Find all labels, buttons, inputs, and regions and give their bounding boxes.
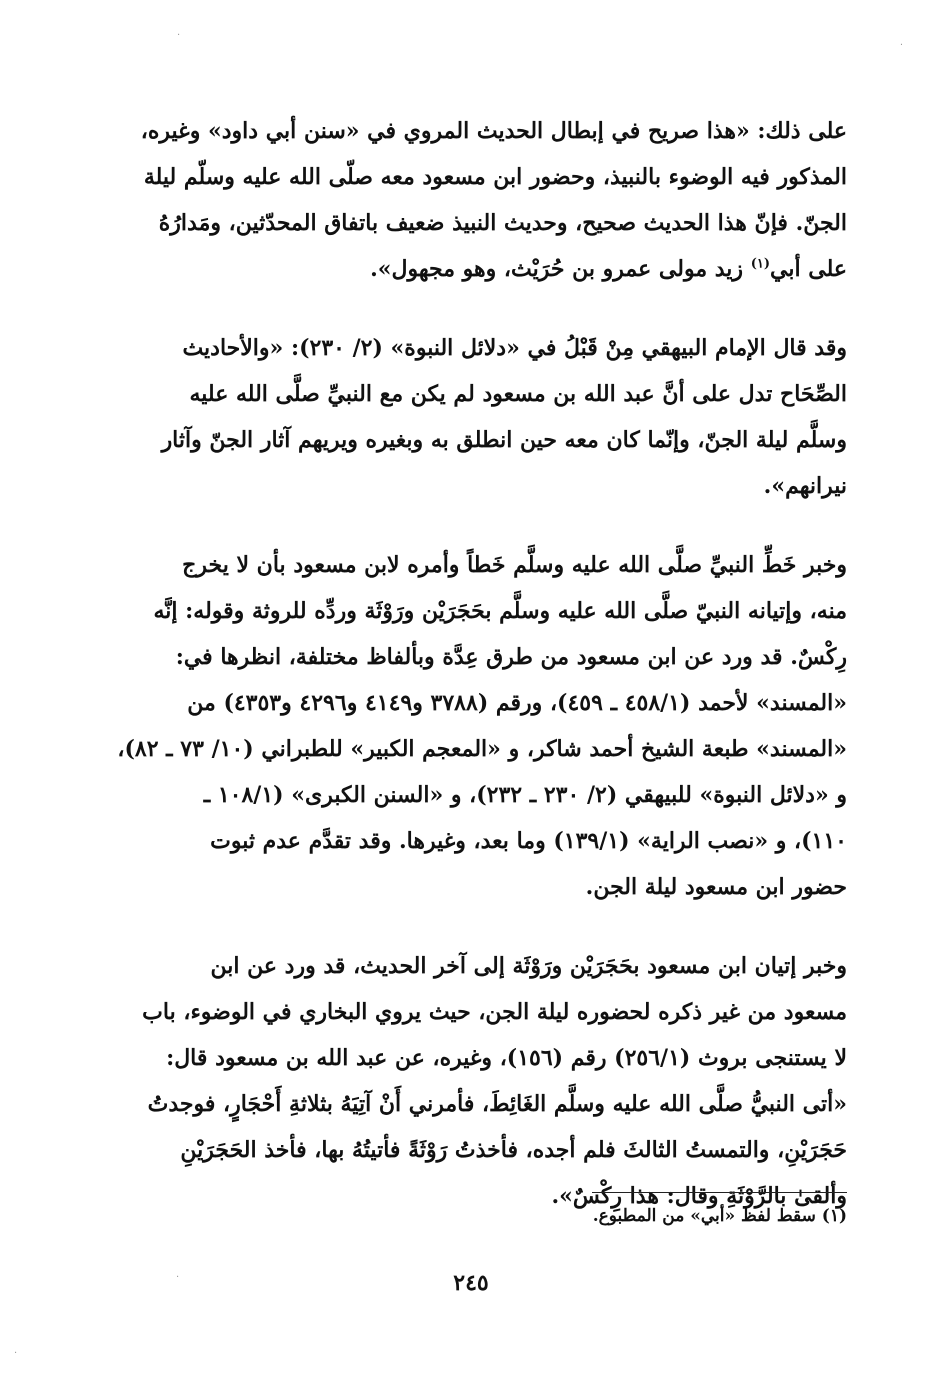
text-line: على ذلك: «هذا صريح في إبطال الحديث المروي في «سنن أبي داود» وغيره، [140, 118, 847, 144]
text-line: وخبر إتيان ابن مسعود بحَجَرَيْن ورَوْثَة إلى آخر الحديث، قد ورد عن ابن [210, 953, 847, 979]
text-line: منه، وإتيانه النبيّ صلَّى الله عليه وسلَّم بحَجَرَيْن ورَوْثَة وردِّه للروثة وقوله: إنَّه [153, 598, 847, 624]
text-line: حضور ابن مسعود ليلة الجن. [585, 874, 847, 900]
paragraph-3 [95, 542, 847, 910]
page-number: ٢٤٥ [453, 1270, 489, 1296]
text-line: الصِّحَاح تدل على أنَّ عبد الله بن مسعود لم يكن مع النبيِّ صلَّى الله عليه [189, 381, 847, 407]
footnote: (١) سقط لفظ «أبي» من المطبوع. [592, 1206, 847, 1226]
scan-mark: · [177, 30, 181, 41]
footnote-reference[interactable]: (١) [750, 256, 771, 272]
text-line: و «دلائل النبوة» للبيهقي (٢/ ٢٣٠ ـ ٢٣٢)، و «السنن الكبرى» (١٠٨/١ ـ [203, 782, 847, 808]
text-line: «أتى النبيُّ صلَّى الله عليه وسلَّم الغَائِطَ، فأمرني أَنْ آتِيَهُ بثلاثةِ أَحْجَارٍ، فوجدتُ [147, 1091, 847, 1117]
text-line: الجنّ. فإنّ هذا الحديث صحيح، وحديث النبيذ ضعيف باتفاق المحدّثين، ومَدارُهُ [158, 210, 847, 236]
text-line: ١١٠)، و «نصب الراية» (١٣٩/١) وما بعد، وغيرها. وقد تقدَّم عدم ثبوت [210, 828, 847, 854]
text-line: حَجَرَيْنِ، والتمستُ الثالثَ فلم أجده، فأخذتُ رَوْثَةً فأتيتُهُ بها، فأخذ الحَجَرَيْنِ [180, 1137, 847, 1163]
text-segment: زيد مولى عمرو بن حُرَيْث، وهو مجهول». [370, 256, 751, 282]
footnote-separator [592, 1192, 847, 1193]
text-line: وخبر خَطِّ النبيِّ صلَّى الله عليه وسلَّم خَطاً وأمره لابن مسعود بأن لا يخرج [182, 552, 847, 578]
paragraph-2 [95, 325, 847, 509]
text-line: لا يستنجى بروث (٢٥٦/١) رقم (١٥٦)، وغيره، عن عبد الله بن مسعود قال: [166, 1045, 847, 1071]
paragraph-1 [95, 108, 847, 292]
scan-mark: · [176, 1272, 180, 1283]
book-page [95, 108, 847, 1334]
text-line: وقد قال الإمام البيهقي مِنْ قَبْلُ في «دلائل النبوة» (٢/ ٢٣٠): «والأحاديث [182, 335, 847, 361]
text-line: «المسند» طبعة الشيخ أحمد شاكر، و «المعجم الكبير» للطبراني (١٠/ ٧٣ ـ ٨٢)، [117, 736, 847, 762]
text-line: مسعود من غير ذكره لحضوره ليلة الجن، حيث يروي البخاري في الوضوء، باب [142, 999, 847, 1025]
paragraph-4 [95, 943, 847, 1219]
text-line [95, 246, 847, 292]
text-line: «المسند» لأحمد (٤٥٨/١ ـ ٤٥٩)، ورقم (٣٧٨٨ و٤١٤٩ و٤٢٩٦ و٤٣٥٣) من [187, 690, 847, 716]
scan-mark: · [899, 40, 903, 51]
text-line: رِكْسٌ. قد ورد عن ابن مسعود من طرق عِدَّة وبألفاظ مختلفة، انظرها في: [175, 644, 847, 670]
text-line: وسلَّم ليلة الجنّ، وإنّما كان معه حين انطلق به وبغيره ويريهم آثار الجنّ وآثار [161, 427, 847, 453]
scan-mark: · [14, 1348, 18, 1359]
text-line: وألقىٰ بالرَّوْثَةِ وقال: هذا رِكْسٌ». [551, 1183, 847, 1209]
text-segment: على أبي [770, 256, 847, 282]
text-line: المذكور فيه الوضوء بالنبيذ، وحضور ابن مسعود معه صلّى الله عليه وسلّم ليلة [143, 164, 847, 190]
text-line: نيرانهم». [763, 473, 847, 499]
